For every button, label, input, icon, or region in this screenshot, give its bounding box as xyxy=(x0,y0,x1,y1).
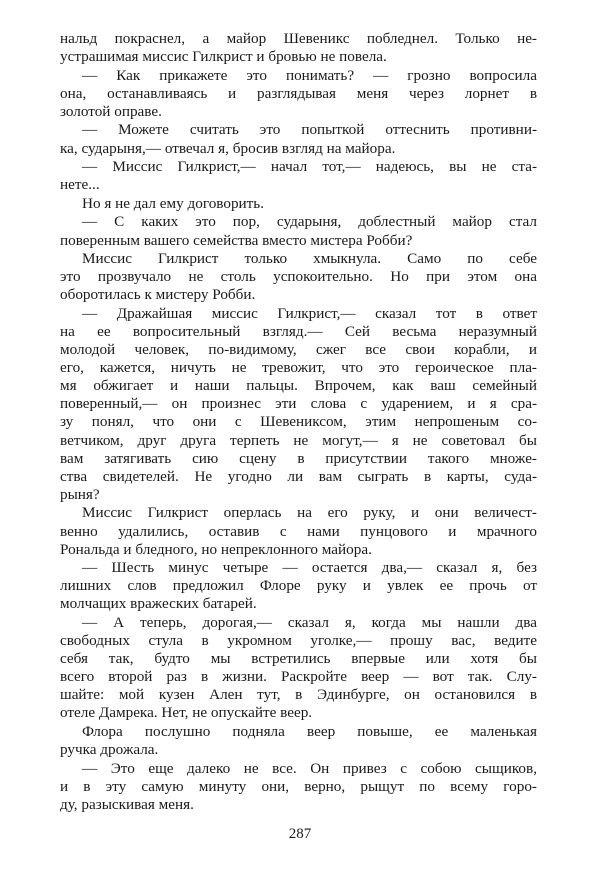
text-line: отеле Дамрека. Нет, не опускайте веер. xyxy=(60,704,313,722)
text-line: нете... xyxy=(60,176,100,194)
text-line: молчащих вражеских батарей. xyxy=(60,595,257,613)
text-line: и в эту самую минуту они, верно, рыщут по всему горо- xyxy=(60,777,537,795)
text-line: молодой человек, по-видимому, сжег все свои корабли, и xyxy=(60,341,537,359)
text-line: Флора послушно подняла веер повыше, ее маленькая xyxy=(82,723,537,741)
page-number: 287 xyxy=(288,826,312,842)
text-line: устрашимая миссис Гилкрист и бровью не повела. xyxy=(60,48,387,66)
text-line: — Это еще далеко не все. Он привез с собою сыщиков, xyxy=(82,759,537,777)
text-line: — Можете считать это попыткой оттеснить противни- xyxy=(82,121,537,139)
text-line: поверенный,— он произнес эти слова с ударением, и я сра- xyxy=(60,395,537,413)
text-line: свободных стула в укромном уголке,— прошу вас, ведите xyxy=(60,632,537,650)
text-line: оборотилась к мистеру Робби. xyxy=(60,286,256,304)
text-line: Рональда и бледного, но непреклонного майора. xyxy=(60,540,372,558)
paragraph xyxy=(60,158,537,194)
text-line: лишних слов предложил Флоре руку и увлек ее прочь от xyxy=(60,577,537,595)
paragraph xyxy=(60,723,537,759)
text-line: поверенным вашего семейства вместо мистера Робби? xyxy=(60,231,413,249)
text-line: его, кажется, ничуть не тревожит, что это героическое пла- xyxy=(60,359,537,377)
paragraph xyxy=(60,250,537,304)
text-line: она, останавливаясь и разглядывая меня через лорнет в xyxy=(60,84,537,102)
paragraph xyxy=(60,121,537,157)
text-line: на ее вопросительный взгляд.— Сей весьма неразумный xyxy=(60,323,537,340)
text-line: всего второй раз в жизни. Раскройте веер — вот так. Слу- xyxy=(60,668,537,686)
text-line: мя обжигает и наши пальцы. Впрочем, как ваш семейный xyxy=(60,377,537,395)
text-line: ка, сударыня,— отвечал я, бросив взгляд на майора. xyxy=(60,139,396,157)
text-line: — Миссис Гилкрист,— начал тот,— надеюсь, вы не ста- xyxy=(82,158,537,176)
paragraph xyxy=(60,305,537,504)
text-line: ства свидетелей. Не угодно ли вам сыграть в карты, суда- xyxy=(60,467,537,485)
paragraph xyxy=(60,67,537,121)
text-line: — Как прикажете это понимать? — грозно вопросила xyxy=(82,66,537,84)
text-line: — А теперь, дорогая,— сказал я, когда мы нашли два xyxy=(82,614,537,631)
page-body-text xyxy=(60,30,537,815)
text-line: венно удалились, оставив с нами пунцового и мрачного xyxy=(60,522,537,540)
text-line: шайте: мой кузен Ален тут, в Эдинбурге, он остановился в xyxy=(60,686,537,704)
paragraph xyxy=(60,614,537,723)
paragraph xyxy=(60,213,537,249)
text-line: — С каких это пор, сударыня, доблестный майор стал xyxy=(82,213,537,231)
text-line: вам затягивать сию сцену в присутствии такого множе- xyxy=(60,449,537,467)
paragraph xyxy=(60,30,537,66)
text-line: ду, разыскивая меня. xyxy=(60,795,194,813)
text-line: ручка дрожала. xyxy=(60,741,159,759)
text-line: Но я не дал ему договорить. xyxy=(82,194,265,212)
paragraph xyxy=(60,195,537,213)
text-line: это прозвучало не столь успокоительно. Но при этом она xyxy=(60,268,537,286)
text-line: Миссис Гилкрист оперлась на его руку, и они величест- xyxy=(82,504,537,522)
text-line: — Дражайшая миссис Гилкрист,— сказал тот в ответ xyxy=(82,304,537,322)
paragraph xyxy=(60,760,537,814)
text-line: ветчиком, друг друга терпеть не могут,— я не советовал бы xyxy=(60,431,537,449)
text-line: Миссис Гилкрист только хмыкнула. Само по себе xyxy=(82,250,537,268)
text-line: нальд покраснел, а майор Шевеникс побледнел. Только не- xyxy=(60,30,537,47)
text-line: — Шесть минус четыре — остается два,— сказал я, без xyxy=(82,559,537,577)
text-line: золотой оправе. xyxy=(60,102,162,120)
text-line: рыня? xyxy=(60,485,100,503)
paragraph xyxy=(60,559,537,613)
paragraph xyxy=(60,504,537,558)
text-line: зу понял, что они с Шевениксом, этим непрошеным со- xyxy=(60,413,537,431)
text-line: себя так, будто мы встретились впервые или хотя бы xyxy=(60,650,537,668)
